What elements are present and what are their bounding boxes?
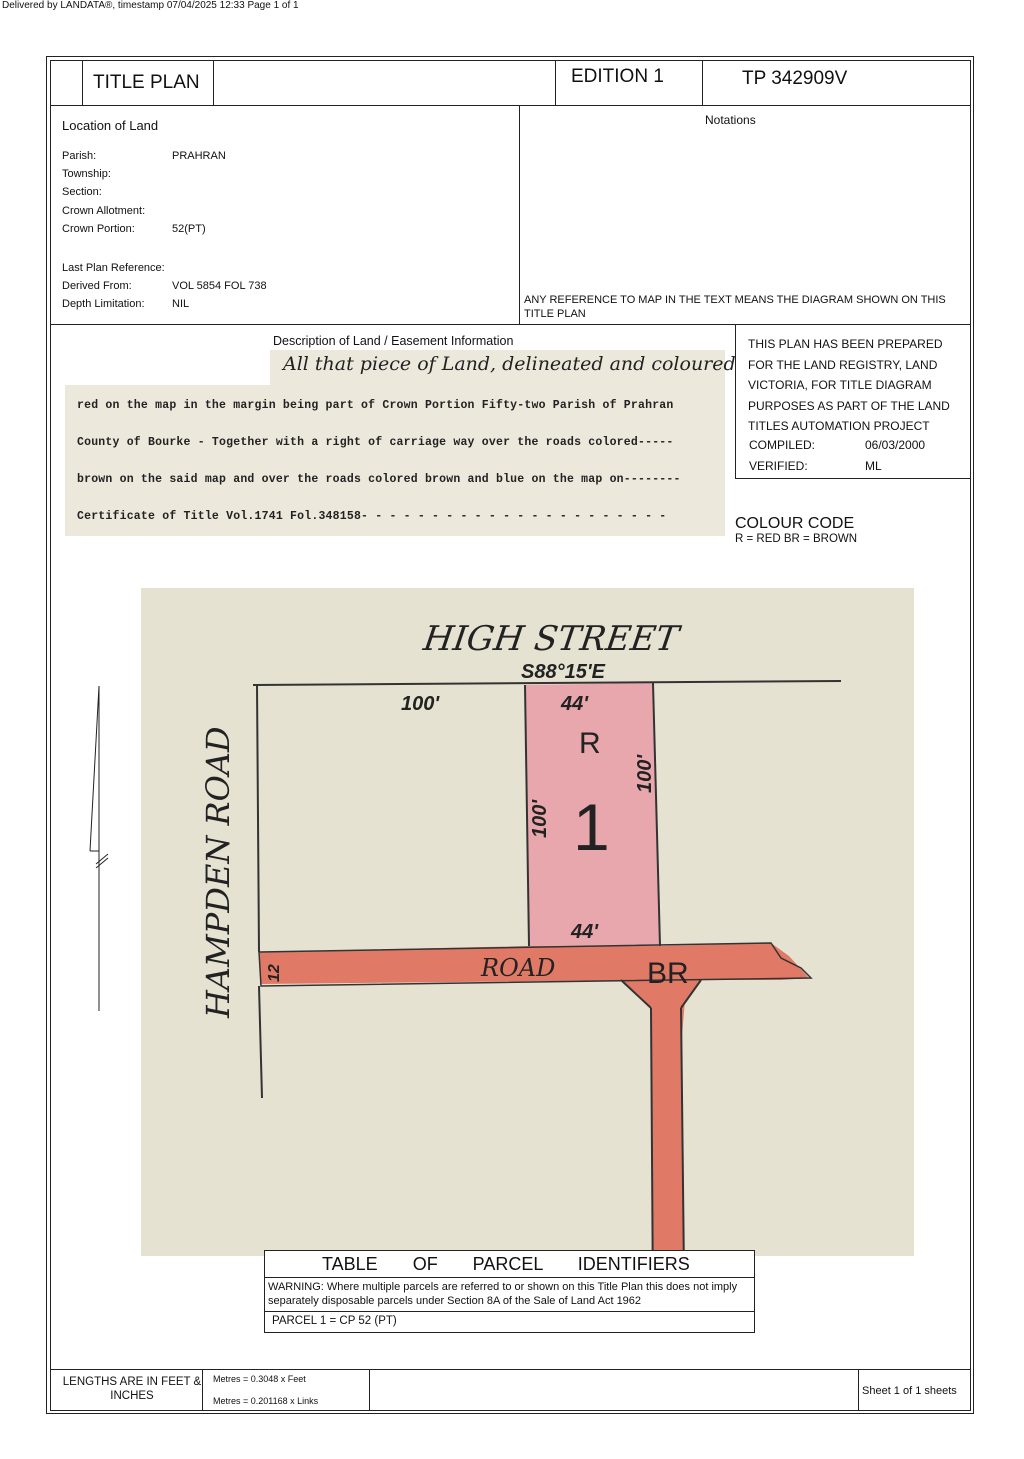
parcel-identifier: PARCEL 1 = CP 52 (PT) [272,1315,397,1327]
lengths-unit-note: LENGTHS ARE IN FEET & INCHES [62,1376,202,1402]
crown-allotment-label: Crown Allotment: [62,205,146,217]
road-label: ROAD [481,954,556,982]
parcel-diagram [141,588,914,1256]
location-bottom-divider [50,324,971,325]
prepared-line: PURPOSES AS PART OF THE LAND [748,398,950,413]
compiled-value: 06/03/2000 [865,438,926,452]
brown-colour-label: BR [647,957,689,990]
parish-value: PRAHRAN [172,150,226,162]
parcel-table-title: TABLE OF PARCEL IDENTIFIERS [322,1254,690,1274]
bearing-label: S88°15'E [521,661,605,683]
description-typed-line: red on the map in the margin being part of Crown Portion Fifty-two Parish of Prahran [77,399,674,412]
header-col-1 [82,60,83,105]
notations-heading: Notations [705,113,756,127]
derived-from-value: VOL 5854 FOL 738 [172,280,267,292]
header-col-3 [555,60,556,105]
description-script-line: All that piece of Land, delineated and coloured [283,353,736,375]
parcel-table-divider-2 [264,1311,755,1312]
footer-col-1 [202,1369,203,1411]
dim-12: 12 [266,964,283,982]
edition-label: EDITION 1 [571,66,664,87]
section-label: Section: [62,186,102,198]
township-label: Township: [62,168,111,180]
colour-code-legend: R = RED BR = BROWN [735,533,858,545]
verified-value: ML [865,459,882,473]
header-divider [50,105,971,106]
crown-portion-value: 52(PT) [172,223,206,235]
prepared-line: VICTORIA, FOR TITLE DIAGRAM [748,378,932,392]
dim-44-bottom: 44' [571,921,599,943]
compiled-label: COMPILED: [749,438,816,452]
high-street-label: HIGH STREET [421,619,682,659]
plan-number: TP 342909V [742,68,848,89]
depth-limitation-value: NIL [172,298,190,310]
parcel-table-divider-1 [264,1277,755,1278]
dim-100-left: 100' [529,799,551,838]
footer-divider [50,1369,971,1370]
description-typed-line: brown on the said map and over the roads colored brown and blue on the map on-------- [77,473,681,486]
prepared-line: FOR THE LAND REGISTRY, LAND [748,357,938,372]
derived-from-label: Derived From: [62,280,132,292]
description-typed-line: Certificate of Title Vol.1741 Fol.348158- - - - - - - - - - - - - - - - - - - - - - [77,510,667,523]
colour-code-heading: COLOUR CODE [735,515,855,532]
header-col-2 [213,60,214,105]
location-heading: Location of Land [62,118,159,133]
prepared-box-bottom [735,478,971,479]
page-title: TITLE PLAN [93,72,200,93]
footer-col-2 [369,1369,370,1411]
verified-label: VERIFIED: [749,459,808,473]
parish-label: Parish: [62,150,97,162]
parcel-number: 1 [573,790,610,864]
prepared-line: THIS PLAN HAS BEEN PREPARED [748,337,943,351]
delivery-stamp: Delivered by LANDATA®, timestamp 07/04/2025 12:33 Page 1 of 1 [2,0,299,11]
metres-feet-conversion: Metres = 0.3048 x Feet [213,1374,306,1384]
description-heading: Description of Land / Easement Information [273,334,514,348]
last-plan-label: Last Plan Reference: [62,262,165,274]
description-typed-line: County of Bourke - Together with a right of carriage way over the roads colored----- [77,436,674,449]
crown-portion-label: Crown Portion: [62,223,135,235]
location-notations-divider [519,105,520,324]
red-colour-label: R [579,727,601,760]
footer-col-3 [858,1369,859,1411]
dim-100-top: 100' [401,693,440,715]
prepared-box-left [735,324,736,478]
sheet-number: Sheet 1 of 1 sheets [862,1385,957,1397]
metres-links-conversion: Metres = 0.201168 x Links [213,1396,319,1406]
dim-100-right: 100' [634,754,656,793]
hampden-road-label: HAMPDEN ROAD [199,726,237,1018]
prepared-statement [748,334,968,437]
dim-44-top: 44' [561,693,589,715]
depth-limitation-label: Depth Limitation: [62,298,145,310]
map-reference-note: ANY REFERENCE TO MAP IN THE TEXT MEANS THE DIAGRAM SHOWN ON THIS TITLE PLAN [524,294,946,320]
header-col-4 [702,60,703,105]
parcel-table-warning: WARNING: Where multiple parcels are referred to or shown on this Title Plan this does not imply separately disposable parcels under Section 8A of the Sale of Land Act 1962 [268,1281,738,1307]
north-arrow-icon [86,686,116,1016]
prepared-line: TITLES AUTOMATION PROJECT [748,419,930,433]
